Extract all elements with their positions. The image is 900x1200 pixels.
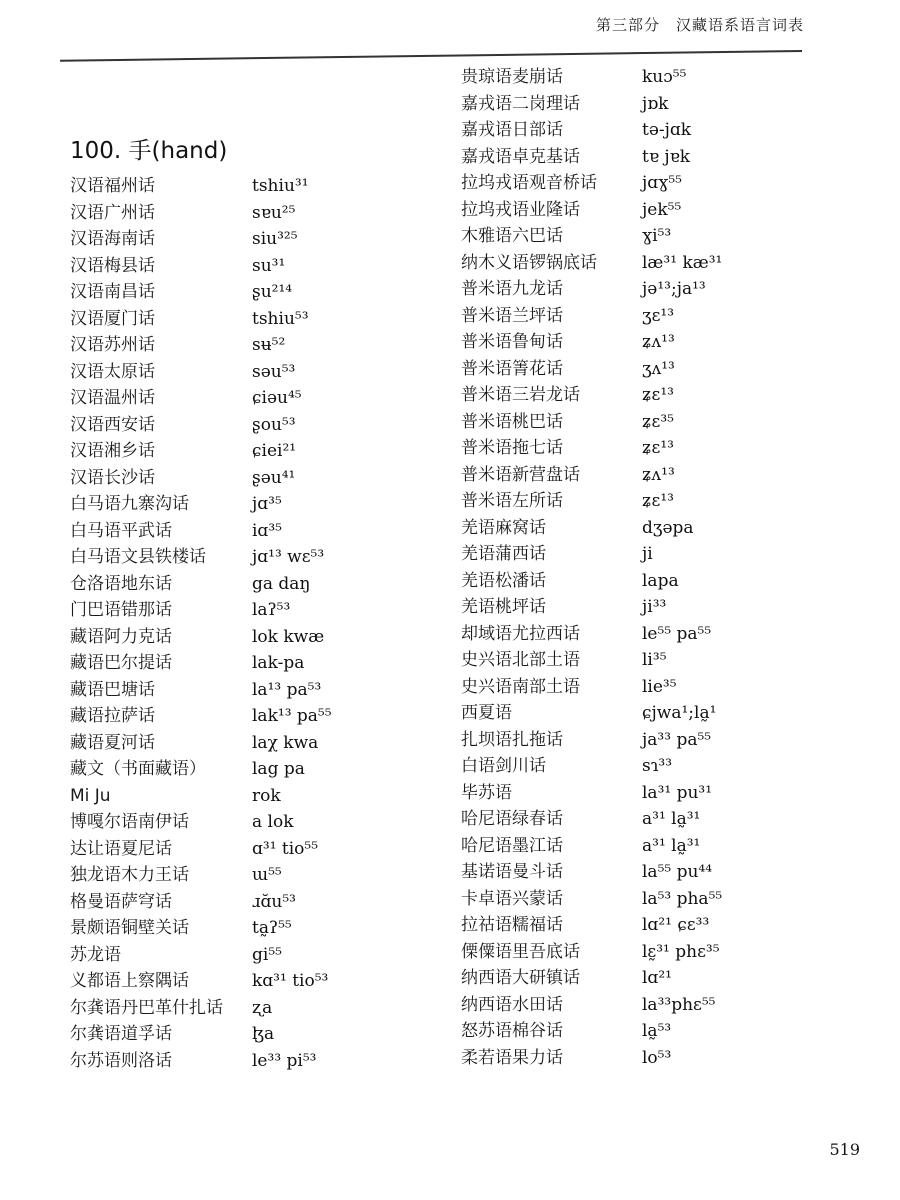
language-name: 白马语平武话 [70,520,172,541]
language-name: 汉语南昌话 [70,282,155,302]
word-form: dʒəpa [642,517,694,538]
header-text: 第三部分 汉藏语系语言词表 [595,16,804,34]
word-form: jek⁵⁵ [642,199,682,220]
word-form: jə¹³;ja¹³ [642,279,706,299]
word-form: le⁵⁵ pa⁵⁵ [642,623,712,644]
word-form: ʐa [252,997,273,1018]
language-name: 汉语长沙话 [70,467,155,488]
language-name: 木雅语六巴话 [461,226,563,246]
word-form: lie³⁵ [642,676,677,697]
language-name: 扎坝语扎拖话 [461,729,563,750]
language-name: 纳西语水田话 [461,994,563,1015]
language-name: 柔若语果力话 [461,1047,563,1068]
language-name: 汉语太原话 [70,361,155,382]
language-name: 汉语广州话 [70,202,155,223]
word-form: ɕiei²¹ [252,441,297,461]
language-name: 汉语福州话 [70,176,155,196]
language-name: 史兴语北部土语 [461,650,580,670]
language-name: 博嘎尔语南伊话 [70,812,189,832]
word-form: laʔ⁵³ [252,600,291,620]
language-name: 汉语温州话 [70,388,155,408]
word-form: sɐu²⁵ [252,202,296,223]
word-form: ʒɛ¹³ [642,305,675,326]
language-name: 藏语拉萨话 [70,706,155,726]
language-name: 纳西语大研镇话 [461,968,580,988]
language-name: 羌语蒲西话 [461,544,546,564]
language-name: 尔龚语丹巴革什扎话 [70,997,223,1018]
word-form: tɐ jɐk [642,146,691,167]
language-name: 怒苏语棉谷话 [461,1021,563,1041]
language-name: 拉坞戎语业隆话 [461,199,580,220]
word-form: jɑɣ⁵⁵ [642,173,682,193]
word-form: ɹɑ̆u⁵³ [252,891,296,912]
language-name: 汉语海南话 [70,229,155,249]
language-name: 普米语拖七话 [461,438,563,458]
word-form: ʂou⁵³ [252,414,296,435]
language-name: 史兴语南部土语 [461,676,580,697]
language-name: 嘉戎语二岗理话 [461,93,580,114]
word-form: la⁵³ pha⁵⁵ [642,888,723,909]
word-form: su³¹ [252,255,286,276]
word-form: la⁵⁵ pu⁴⁴ [642,862,713,882]
word-form: gi⁵⁵ [252,944,282,965]
language-name: 拉坞戎语观音桥话 [461,173,597,193]
word-form: lak¹³ pa⁵⁵ [252,706,332,726]
language-name: 白马语九寨沟话 [70,494,189,514]
language-name: 羌语松潘话 [461,570,546,591]
word-form: lo⁵³ [642,1047,672,1068]
language-name: 嘉戎语卓克基话 [461,146,580,167]
language-name: 汉语湘乡话 [70,441,155,461]
language-name: 哈尼语墨江话 [461,835,563,856]
word-form: ʑɛ¹³ [642,385,674,405]
word-form: ʑʌ¹³ [642,332,675,352]
language-name: 藏语巴尔提话 [70,653,172,673]
word-form: la¹³ pa⁵³ [252,679,322,700]
word-form: lag pa [252,759,305,779]
language-name: 景颇语铜壁关话 [70,918,189,938]
language-name: 藏语巴塘话 [70,679,155,700]
language-name: Mi Ju [70,785,111,806]
language-name: 尔龚语道孚话 [70,1024,172,1044]
language-name: 汉语苏州话 [70,335,155,355]
language-name: 普米语桃巴话 [461,411,563,432]
language-name: 独龙语木力王话 [70,865,189,885]
language-name: 普米语三岩龙话 [461,385,580,405]
word-form: a³¹ la̰³¹ [642,835,701,856]
word-form: tə-jɑk [642,120,692,140]
word-form: ɮa [252,1024,275,1044]
word-form: jɑ³⁵ [252,494,282,514]
language-name: 普米语鲁甸话 [461,332,563,352]
language-name: 西夏语 [461,703,512,723]
language-name: 仓洛语地东话 [70,573,172,594]
word-form: sɿ³³ [642,756,673,776]
word-form: la³¹ pu³¹ [642,782,713,803]
language-name: 拉祜语糯福话 [461,915,563,935]
language-name: 藏语阿力克话 [70,626,172,647]
language-name: 达让语夏尼话 [70,838,172,859]
word-form: tshiu⁵³ [252,308,309,329]
word-form: ɯ⁵⁵ [252,865,282,885]
language-name: 普米语箐花话 [461,358,563,379]
word-form: tshiu³¹ [252,176,309,196]
word-form: li³⁵ [642,650,667,670]
word-form: ɣi⁵³ [642,226,672,246]
word-form: ʑɛ¹³ [642,438,674,458]
language-name: 白马语文县铁楼话 [70,547,206,567]
word-form: a³¹ la̰³¹ [642,809,701,829]
language-name: 格曼语萨穹话 [70,891,172,912]
language-name: 基诺语曼斗话 [461,862,563,882]
word-form: ʑʌ¹³ [642,464,675,485]
header-rule [60,50,802,62]
language-name: 藏文（书面藏语） [70,759,206,779]
language-name: 哈尼语绿春话 [461,809,563,829]
word-form: ʑɛ¹³ [642,491,674,511]
word-form: sʉ⁵² [252,335,286,355]
language-name: 纳木义语锣锅底话 [461,252,597,273]
language-name: 毕苏语 [461,782,512,803]
language-name: 羌语桃坪话 [461,597,546,617]
language-name: 普米语左所话 [461,491,563,511]
entry-title: 100. 手(hand) [70,138,228,164]
page-number: 519 [829,1140,860,1159]
word-form: ɑ³¹ tio⁵⁵ [252,838,319,859]
word-form: lɛ̰³¹ phɛ³⁵ [642,941,720,962]
language-name: 却域语尤拉西话 [461,623,580,644]
word-form: ga daŋ [252,573,311,594]
language-name: 贵琼语麦崩话 [461,67,563,87]
running-header [0,0,900,60]
language-name: 义都语上察隅话 [70,971,189,991]
word-form: lapa [642,570,679,591]
language-name: 藏语夏河话 [70,732,155,753]
language-name: 傈僳语里吾底话 [461,941,580,962]
word-form: jɒk [642,93,669,114]
word-form: ʂəu⁴¹ [252,467,296,488]
language-name: 门巴语错那话 [70,600,172,620]
word-form: læ³¹ kæ³¹ [642,252,723,273]
word-form: kuɔ⁵⁵ [642,67,687,87]
language-name: 羌语麻窝话 [461,517,546,538]
word-form: iɑ³⁵ [252,520,282,541]
word-form: laχ kwa [252,732,319,753]
word-form: siu³²⁵ [252,229,298,249]
language-name: 汉语梅县话 [70,255,155,276]
word-form: jɑ¹³ wɛ⁵³ [252,547,325,567]
word-form: ʂu²¹⁴ [252,282,293,302]
language-name: 普米语兰坪话 [461,305,563,326]
word-form: ji³³ [642,597,667,617]
language-name: 苏龙语 [70,944,121,965]
word-form: ɕjwa¹;la̰¹ [642,703,717,723]
word-form: rok [252,785,281,806]
word-form: kɑ³¹ tio⁵³ [252,971,329,991]
word-form: ɕiəu⁴⁵ [252,388,302,408]
word-form: səu⁵³ [252,361,296,382]
language-name: 汉语西安话 [70,414,155,435]
word-form: le³³ pi⁵³ [252,1050,317,1071]
language-name: 嘉戎语日部话 [461,120,563,140]
word-form: lɑ²¹ [642,968,672,988]
word-form: ʒʌ¹³ [642,358,675,379]
word-form: ta̰ʔ⁵⁵ [252,918,292,938]
word-form: ji [642,544,653,564]
word-form: la̰⁵³ [642,1021,672,1041]
word-form: a lok [252,812,294,832]
word-form: lak-pa [252,653,305,673]
language-name: 普米语九龙话 [461,279,563,299]
language-name: 白语剑川话 [461,756,546,776]
word-form: la³³phɛ⁵⁵ [642,994,716,1015]
word-form: lok kwæ [252,626,325,647]
word-form: ʑɛ³⁵ [642,411,674,432]
language-name: 卡卓语兴蒙话 [461,888,563,909]
language-name: 普米语新营盘话 [461,464,580,485]
language-name: 尔苏语则洛话 [70,1050,172,1071]
language-name: 汉语厦门话 [70,308,155,329]
word-form: lɑ²¹ ɕɛ³³ [642,915,710,935]
word-form: ja³³ pa⁵⁵ [642,729,712,750]
